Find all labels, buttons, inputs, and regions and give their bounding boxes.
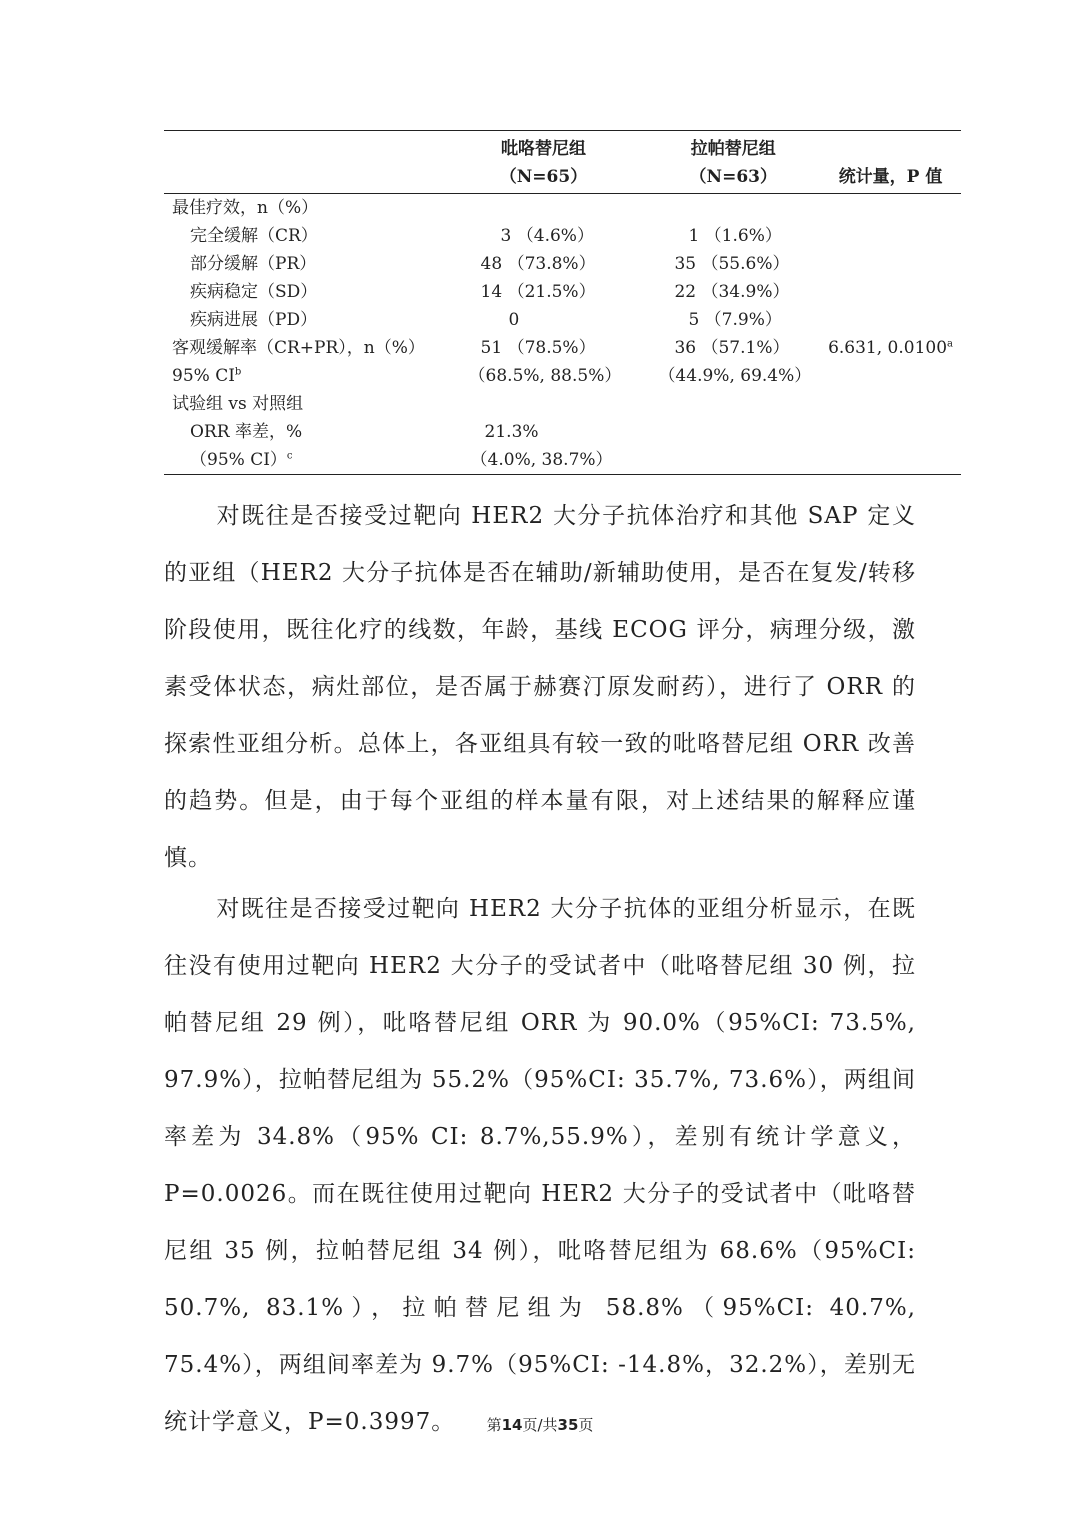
table-row bbox=[164, 306, 961, 334]
table-row bbox=[164, 222, 961, 250]
row-label: 客观缓解率（CR+PR），n（%） bbox=[172, 338, 425, 358]
table-row bbox=[164, 390, 961, 418]
header-blank bbox=[164, 131, 441, 163]
paragraph-subgroup-overview: 对既往是否接受过靶向 HER2 大分子抗体治疗和其他 SAP 定义的亚组（HER2 大分子抗体是否在辅助/新辅助使用，是否在复发/转移阶段使用，既往化疗的线数，年龄，基线 ECOG 评分，病理分级，激素受体状态，病灶部位，是否属于赫赛汀原发耐药），进行了 ORR 的探索性亚组分析。总体上，各亚组具有较一致的吡咯替尼组 ORR 改善的趋势。但是，由于每个亚组的样本量有限，对上述结果的解释应谨慎。 bbox=[164, 503, 916, 871]
header-group2-name: 拉帕替尼组 bbox=[690, 139, 776, 159]
row-label: 完全缓解（CR） bbox=[190, 226, 318, 246]
paragraph-her2-subgroup: 对既往是否接受过靶向 HER2 大分子抗体的亚组分析显示，在既往没有使用过靶向 HER2 大分子的受试者中（吡咯替尼组 30 例，拉帕替尼组 29 例），吡咯替尼组 ORR 为 90.0%（95%CI: 73.5%, 97.9%），拉帕替尼组为 55.2%（95%CI: 35.7%, 73.6%），两组间率差为 34.8%（95% CI: 8.7%,55.9%），差别有统计学意义，P=0.0026。而在既往使用过靶向 HER2 大分子的受试者中（吡咯替尼组 35 例，拉帕替尼组 34 例），吡咯替尼组为 68.6%（95%CI: 50.7%, 83.1%），拉帕替尼组为 58.8%（95%CI: 40.7%, 75.4%），两组间率差为 9.7%（95%CI: -14.8%，32.2%），差别无统计学意义，P=0.3997。 bbox=[164, 896, 916, 1435]
group1-value: 51 （78.5%） bbox=[480, 338, 596, 358]
table-row bbox=[164, 250, 961, 278]
label-footnote: c bbox=[286, 450, 293, 462]
stat-value: 6.631, 0.0100$^a$ bbox=[828, 338, 954, 358]
group2-value: 5 （7.9%） bbox=[688, 310, 782, 330]
efficacy-table bbox=[164, 130, 961, 475]
header-blank-2 bbox=[164, 163, 441, 194]
stat-footnote: a bbox=[947, 338, 954, 350]
group1-value: 21.3% bbox=[484, 422, 539, 442]
table-row bbox=[164, 278, 961, 306]
row-label: 部分缓解（PR） bbox=[190, 254, 317, 274]
header-stat-blank bbox=[820, 131, 961, 163]
header-stat: 统计量，P 值 bbox=[820, 163, 961, 194]
group1-value: （4.0%, 38.7%） bbox=[470, 450, 613, 470]
group1-value: 48 （73.8%） bbox=[480, 254, 596, 274]
group1-value: 3 （4.6%） bbox=[500, 226, 594, 246]
row-label: 疾病稳定（SD） bbox=[190, 282, 318, 302]
table-row bbox=[164, 446, 961, 474]
group2-value: 1 （1.6%） bbox=[688, 226, 782, 246]
header-group1-name: 吡咯替尼组 bbox=[500, 139, 586, 159]
row-label: 95% $CI^b$ bbox=[172, 366, 242, 386]
label-footnote: b bbox=[234, 366, 242, 378]
row-label: 试验组 vs 对照组 bbox=[172, 394, 304, 414]
row-label: 疾病进展（PD） bbox=[190, 310, 318, 330]
row-label: 最佳疗效，n（%） bbox=[172, 198, 319, 218]
group2-value: 22 （34.9%） bbox=[674, 282, 790, 302]
group1-value: 14 （21.5%） bbox=[480, 282, 596, 302]
group1-value: 0 bbox=[508, 310, 520, 330]
group2-value: 36 （57.1%） bbox=[674, 338, 790, 358]
total-page-number: 35 bbox=[557, 1416, 579, 1434]
row-label: ORR 率差，% bbox=[190, 422, 303, 442]
table-row bbox=[164, 362, 961, 390]
group1-value: （68.5%, 88.5%） bbox=[468, 366, 622, 386]
table-row bbox=[164, 418, 961, 446]
table-row bbox=[164, 194, 961, 223]
group2-value: 35 （55.6%） bbox=[674, 254, 790, 274]
page-footer: 第14页/共35页 bbox=[486, 1416, 594, 1434]
current-page-number: 14 bbox=[501, 1416, 523, 1434]
table-row bbox=[164, 334, 961, 362]
efficacy-table-grid bbox=[164, 131, 961, 474]
row-label: （95% CI）$^c$ bbox=[190, 450, 293, 470]
group2-value: （44.9%, 69.4%） bbox=[658, 366, 812, 386]
header-group1-n: （N=65） bbox=[441, 163, 647, 194]
header-group2-n: （N=63） bbox=[646, 163, 820, 194]
